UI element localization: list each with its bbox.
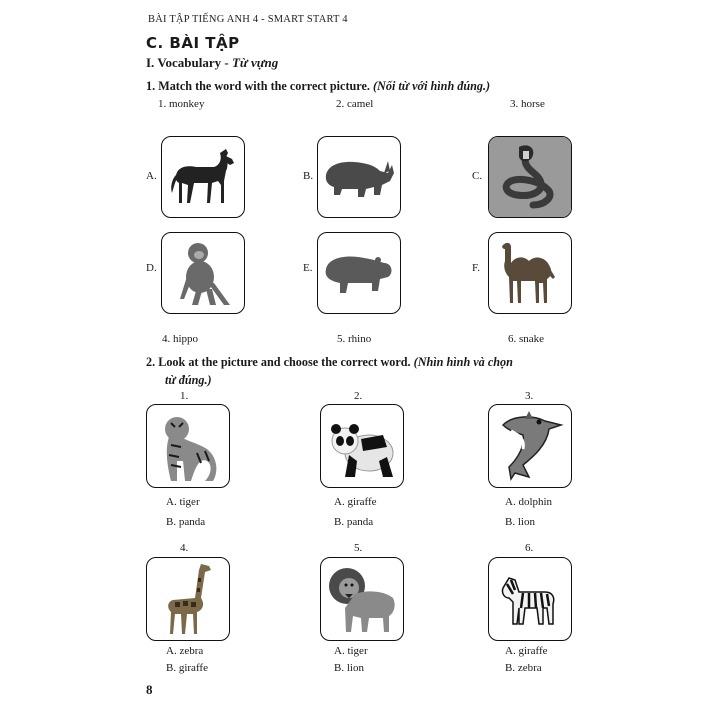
letter-d: D. <box>146 262 157 274</box>
tiger-icon <box>147 405 229 487</box>
word-hippo: 4. hippo <box>162 333 199 345</box>
item-4-number: 4. <box>180 542 189 554</box>
question-1: 1. Match the word with the correct picture. (Nối từ với hình đúng.) <box>146 79 491 93</box>
picture-5-lion <box>320 557 404 641</box>
item-1-option-b[interactable]: B. panda <box>166 516 206 528</box>
item-6-option-b[interactable]: B. zebra <box>505 662 542 674</box>
letter-f: F. <box>472 262 480 274</box>
word-camel: 2. camel <box>336 98 374 110</box>
item-3-number: 3. <box>525 390 534 402</box>
item-2-option-b[interactable]: B. panda <box>334 516 374 528</box>
monkey-icon <box>162 233 244 313</box>
item-2-number: 2. <box>354 390 363 402</box>
picture-c-snake[interactable] <box>488 136 572 218</box>
picture-e-hippo[interactable] <box>317 232 401 314</box>
picture-6-zebra <box>488 557 572 641</box>
question-2: 2. Look at the picture and choose the correct word. (Nhìn hình và chọn từ đúng.) <box>146 355 513 387</box>
letter-e: E. <box>303 262 313 274</box>
page-number: 8 <box>146 682 153 697</box>
item-2-option-a[interactable]: A. giraffe <box>334 496 377 508</box>
horse-icon <box>162 137 244 217</box>
word-monkey: 1. monkey <box>158 98 205 110</box>
picture-4-giraffe <box>146 557 230 641</box>
panda-icon <box>321 405 403 487</box>
word-rhino: 5. rhino <box>337 333 372 345</box>
hippo-icon <box>318 233 400 313</box>
rhino-icon <box>318 137 400 217</box>
camel-icon <box>489 233 571 313</box>
item-6-number: 6. <box>525 542 534 554</box>
picture-b-rhino[interactable] <box>317 136 401 218</box>
word-horse: 3. horse <box>510 98 545 110</box>
item-1-number: 1. <box>180 390 189 402</box>
item-4-option-a[interactable]: A. zebra <box>166 645 204 657</box>
zebra-icon <box>489 558 571 640</box>
picture-3-dolphin <box>488 404 572 488</box>
picture-f-camel[interactable] <box>488 232 572 314</box>
picture-1-tiger <box>146 404 230 488</box>
picture-2-panda <box>320 404 404 488</box>
picture-a-horse[interactable] <box>161 136 245 218</box>
item-5-option-b[interactable]: B. lion <box>334 662 364 674</box>
item-5-option-a[interactable]: A. tiger <box>334 645 368 657</box>
lion-icon <box>321 558 403 640</box>
item-6-option-a[interactable]: A. giraffe <box>505 645 548 657</box>
dolphin-icon <box>489 405 571 487</box>
section-title: C. BÀI TẬP <box>146 34 240 52</box>
item-4-option-b[interactable]: B. giraffe <box>166 662 208 674</box>
letter-c: C. <box>472 170 483 182</box>
item-3-option-b[interactable]: B. lion <box>505 516 535 528</box>
word-snake: 6. snake <box>508 333 545 345</box>
page-header: BÀI TẬP TIẾNG ANH 4 - SMART START 4 <box>148 14 348 25</box>
part-heading: I. Vocabulary - Từ vựng <box>146 55 279 70</box>
item-1-option-a[interactable]: A. tiger <box>166 496 200 508</box>
snake-icon <box>489 137 571 217</box>
item-3-option-a[interactable]: A. dolphin <box>505 496 553 508</box>
picture-d-monkey[interactable] <box>161 232 245 314</box>
letter-b: B. <box>303 170 314 182</box>
item-5-number: 5. <box>354 542 363 554</box>
letter-a: A. <box>146 170 157 182</box>
giraffe-icon <box>147 558 229 640</box>
